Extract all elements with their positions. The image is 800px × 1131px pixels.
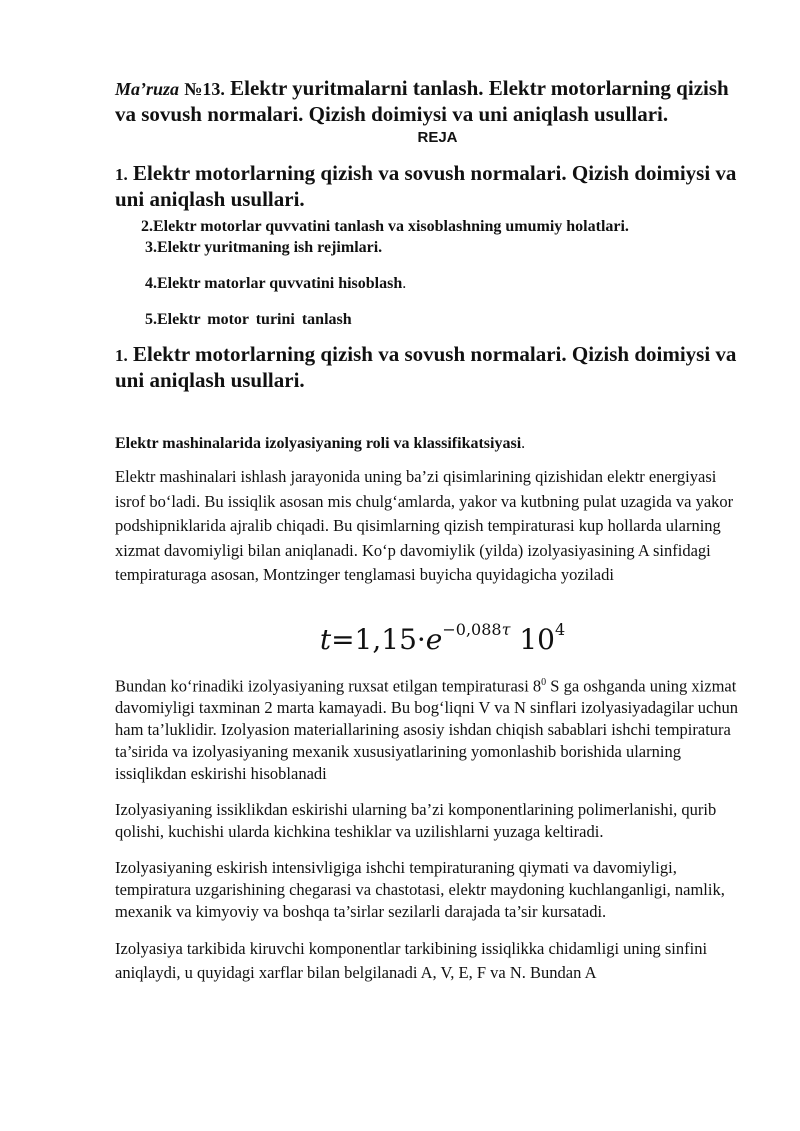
plan-heading: REJA [417, 129, 458, 146]
formula-ten: 10 [519, 622, 555, 656]
subheading-text: Elektr mashinalarida izolyasiyaning roli va klassifikatsiyasi [115, 435, 522, 452]
lecture-title-text: Elektr yuritmalarni tanlash. Elektr motorlarning qizish va sovush normalari. Qizish doimiysi va uni aniqlash usullari. [115, 76, 729, 126]
formula-base: e [425, 622, 443, 656]
document-page [115, 76, 745, 985]
paragraph-5: Izolyasiya tarkibida kiruvchi komponentlar tarkibining issiqlikka chidamligi uning sinfini aniqlaydi, u quyidagi xarflar bilan belgilanadi A, V, E, F va N. Bundan A [115, 939, 708, 982]
plan-item-2: 2.Elektr motorlar quvvatini tanlash va xisoblashning umumiy holatlari. [141, 218, 629, 235]
section-1-heading [115, 342, 745, 393]
subheading [115, 434, 745, 454]
paragraph-1: Elektr mashinalari ishlash jarayonida uning ba’zi qisimlarining qizishidan elektr energiyasi isrof bo‘ladi. Bu issiqlik asosan mis chulg‘amlarda, yakor va kutbning pulat uzagida va yakor podshipniklarida ajralib chiqadi. Bu qisimlarning qizish tempiraturasi kup hollarda ularning xizmat davomiyligi bilan aniqlanadi. Ko‘p davomiylik (yilda) izolyasiyasining A sinfidagi tempiraturaga asosan, Montzinger tenglamasi buyicha quyidagicha yoziladi [115, 467, 734, 584]
plan-item-1-text: Elektr motorlarning qizish va sovush normalari. Qizish doimiysi va uni aniqlash usullari. [115, 161, 737, 211]
plan-item-4 [115, 274, 745, 294]
montzinger-formula [115, 612, 745, 658]
formula-exponent-value: −0,088 [442, 619, 502, 639]
lecture-label: Ma’ruza [115, 79, 180, 99]
paragraph-2-after: S ga oshganda uning xizmat davomiyligi taxminan 2 marta kamayadi. Bu bog‘liqni V va N sinflari izolyasiyadagilar uchun ham ta’luklidir. Izolyasion materiallarining asosiy ishdan chiqish sabablari ishchi tempiratura ta’sirida va izolyasiyaning mexanik xususiyatlarining yomonlashib borishida ularning issiqlikdan eskirishi hisoblanadi [115, 676, 739, 783]
plan-item-1 [115, 161, 745, 212]
plan-item-3: 3.Elektr yuritmaning ish rejimlari. [145, 239, 383, 256]
section-1-text: Elektr motorlarning qizish va sovush normalari. Qizish doimiysi va uni aniqlash usullari. [115, 342, 737, 392]
plan-item-4-text: 4.Elektr matorlar quvvatini hisoblash [145, 275, 403, 292]
subheading-period: . [521, 435, 526, 452]
paragraph-4: Izolyasiyaning eskirish intensivligiga ishchi tempiraturaning qiymati va davomiyligi, tempiratura uzgarishining chegarasi va chastotasi, elektr maydoning kuchlanganligi, namlik, mexanik va kimyoviy va boshqa ta’sirlar sezilarli darajada ta’sir kursatadi. [115, 858, 725, 921]
formula-exponent [442, 620, 510, 639]
formula-variable: t [319, 622, 332, 656]
formula-ten-exponent: 4 [555, 619, 566, 639]
paragraph-2 [115, 672, 745, 786]
formula-exponent-variable: τ [501, 619, 511, 639]
paragraph-3: Izolyasiyaning issiklikdan eskirishi ularning ba’zi komponentlarining polimerlanishi, qurib qolishi, kuchishi ularda kichkina teshiklar va uzilishlarni yuzaga keltiradi. [115, 800, 717, 841]
lecture-number: №13. [184, 79, 225, 99]
formula-equals: =1,15· [331, 622, 426, 656]
lecture-title [115, 76, 745, 127]
plan-item-4-period: . [402, 275, 407, 292]
plan-item-5: 5.Elektr motor turini tanlash [145, 311, 352, 328]
section-1-number: 1. [115, 346, 128, 365]
plan-item-1-number: 1. [115, 165, 128, 184]
paragraph-2-before: Bundan ko‘rinadiki izolyasiyaning ruxsat etilgan tempiraturasi 8 [115, 676, 542, 695]
degree-superscript: 0 [541, 676, 547, 688]
